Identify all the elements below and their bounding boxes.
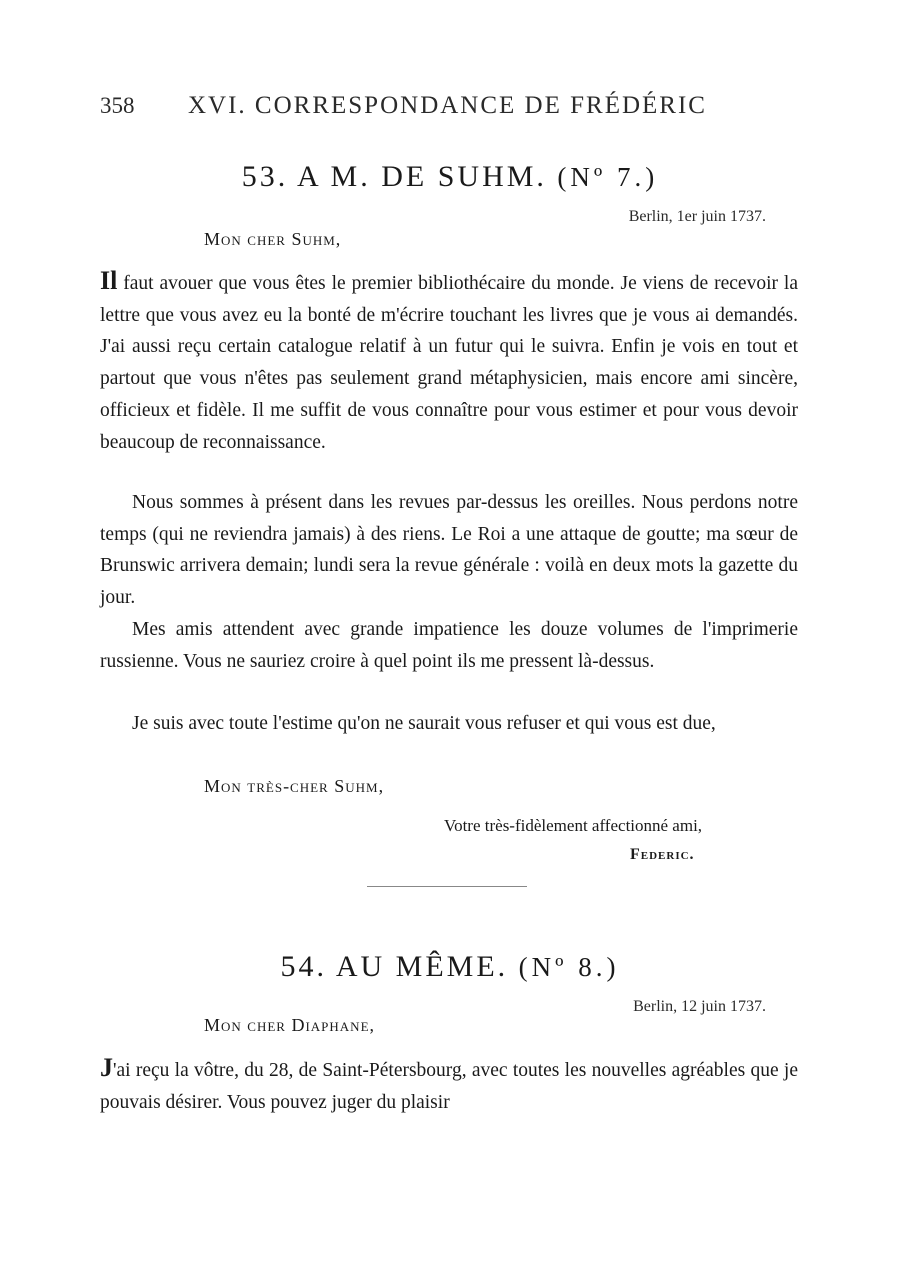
letter-53-paragraph-2: Nous sommes à présent dans les revues par-dessus les oreilles. Nous perdons notre temps (qui ne reviendra jamais) à des riens. Le Roi a une attaque de goutte; ma sœur de Brunswic arrivera demain; lundi sera la revue générale : voilà en deux mots la gazette du jour. (100, 492, 798, 609)
letter-53-paragraph-3: Mes amis attendent avec grande impatience les douze volumes de l'imprimerie russienne. Vous ne sauriez croire à quel point ils me pressent là-dessus. (100, 619, 798, 672)
letter-53-dateline: Berlin, 1er juin 1737. (628, 208, 766, 225)
paragraph-text: 'ai reçu la vôtre, du 28, de Saint-Pétersbourg, avec toutes les nouvelles agréables que je pouvais désirer. Vous pouvez juger du plaisir (100, 1060, 798, 1113)
page-number: 358 (100, 93, 135, 118)
letter-54-dateline: Berlin, 12 juin 1737. (633, 998, 766, 1015)
running-head (100, 92, 800, 120)
paragraph-text: faut avouer que vous êtes le premier bibliothécaire du monde. Je viens de recevoir la lettre que vous avez eu la bonté de m'écrire touchant les livres que je vous ai demandés. J'ai aussi reçu certain catalogue relatif à un futur qui le suivra. Enfin je vois en tout et partout que vous n'êtes pas seulement grand métaphysicien, mais encore ami sincère, officieux et fidèle. Il me suffit de vous connaître pour vous estimer et pour vous devoir beaucoup de reconnaissance. (100, 273, 798, 453)
letter-53-paragraph-4: Je suis avec toute l'estime qu'on ne saurait vous refuser et qui vous est due, (132, 713, 716, 734)
letter-53-signoff: Votre très-fidèlement affectionné ami, (444, 816, 703, 835)
drop-cap: J (100, 1053, 113, 1082)
letter-53-closing: Mon très-cher Suhm, (204, 776, 385, 796)
running-head-title: XVI. CORRESPONDANCE DE FRÉDÉRIC (188, 92, 707, 119)
letter-title-text: 54. AU MÊME. (280, 950, 509, 983)
letter-53-paragraph-1 (100, 265, 798, 458)
letter-54-paragraph-1 (100, 1052, 798, 1118)
letter-54-title (0, 950, 900, 984)
letter-number: (Nº 7.) (557, 162, 659, 192)
letter-53-title (0, 160, 900, 194)
drop-cap: Il (100, 266, 118, 295)
letter-number: (Nº 8.) (518, 952, 620, 982)
section-divider (367, 886, 527, 887)
letter-53-salutation: Mon cher Suhm, (204, 229, 342, 249)
letter-53-signature: Federic. (630, 846, 695, 863)
letter-54-salutation: Mon cher Diaphane, (204, 1015, 376, 1035)
letter-title-text: 53. A M. DE SUHM. (241, 160, 547, 193)
